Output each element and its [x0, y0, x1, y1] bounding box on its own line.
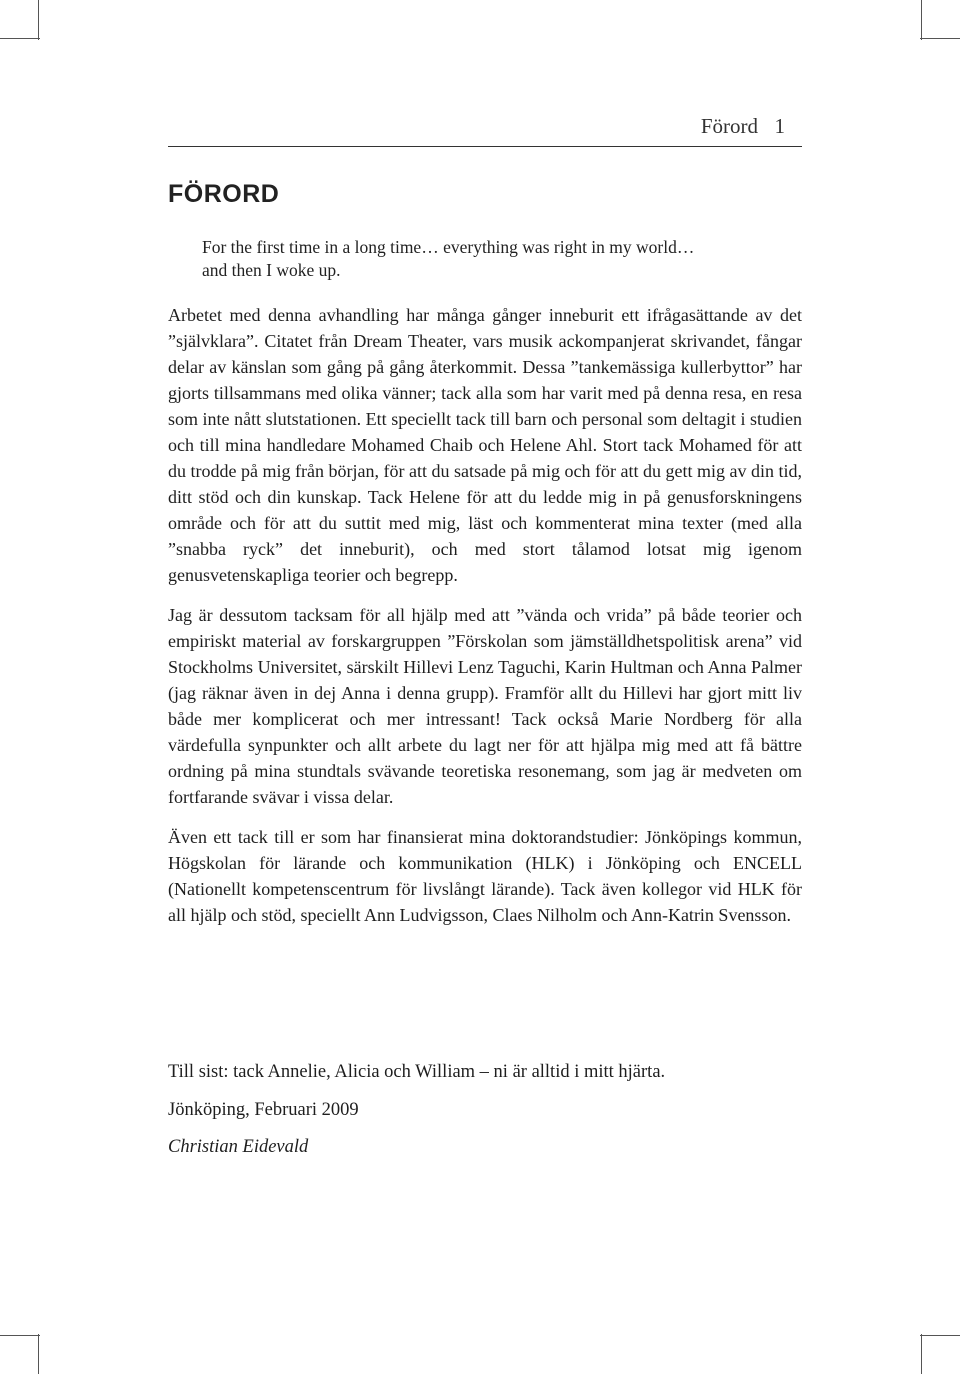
paragraph-2: Jag är dessutom tacksam för all hjälp med att ”vända och vrida” på både teorier och empiriskt material av forskargruppen ”Förskolan som jämställdhetspolitisk arena” vid Stockholms Universitet, särskilt Hillevi Lenz Taguchi, Karin Hultman och Anna Palmer (jag räknar även in dej Anna i denna grupp). Framför allt du Hillevi har gjort mitt liv både mer komplicerat och mer intressant! Tack också Marie Nordberg för alla värdefulla synpunkter och allt arbete du lagt ner för att hjälpa mig med att få bättre ordning på mina stundtals svävande teoretiska resonemang, som jag är medveten om fortfarande svävar i vissa delar.	[168, 605, 802, 807]
paragraph-1: Arbetet med denna avhandling har många gånger inneburit ett ifrågasättande av det ”självklara”. Citatet från Dream Theater, vars musik ackompanjerat skrivandet, fångar delar av känslan som gång på gång återkommit. Dessa ”tankemässiga kullerbyttor” har gjorts tillsammans med olika vänner; tack alla som har varit med på denna resa, en resa som inte nått slutstationen. Ett speciellt tack till barn och personal som deltagit i studien och till mina handledare Mohamed Chaib och Helene Ahl. Stort tack Mohamed för att du trodde på mig från början, för att du satsade på mig och för att du gett mig av din tid, ditt stöd och din kunskap. Tack Helene för att du ledde mig in på genusforskningens område och för att du suttit med mig, läst och kommenterat mina texter (med alla ”snabba ryck” det inneburit), och med stort tålamod lotsat mig igenom genusvetenskapliga teorier och begrepp.	[168, 305, 802, 585]
page-number: 1	[774, 114, 785, 138]
crop-mark-bottom-right	[921, 1334, 922, 1374]
crop-mark-top-left-h	[0, 38, 40, 39]
epigraph	[202, 236, 762, 282]
crop-mark-bottom-left	[38, 1334, 39, 1374]
closing-thanks: Till sist: tack Annelie, Alicia och William – ni är alltid i mitt hjärta.	[168, 1062, 666, 1082]
body-text	[168, 302, 802, 942]
crop-mark-bottom-right-h	[920, 1335, 960, 1336]
place-date: Jönköping, Februari 2009	[168, 1100, 359, 1120]
epigraph-line-1: For the first time in a long time… everything was right in my world…	[202, 237, 695, 257]
crop-mark-top-right-h	[920, 38, 960, 39]
paragraph-3: Även ett tack till er som har finansierat mina doktorandstudier: Jönköpings kommun, Högskolan för lärande och kommunikation (HLK) i Jönköping och ENCELL (Nationellt kompetenscentrum för livslångt lärande). Tack även kollegor vid HLK för all hjälp och stöd, speciellt Ann Ludvigsson, Claes Nilholm och Ann-Katrin Svensson.	[168, 827, 802, 925]
crop-mark-top-right	[921, 0, 922, 40]
epigraph-line-2: and then I woke up.	[202, 260, 341, 280]
running-head-title: Förord	[700, 114, 758, 138]
signature: Christian Eidevald	[168, 1137, 309, 1157]
chapter-title: FÖRORD	[168, 180, 280, 208]
running-head	[168, 110, 802, 147]
crop-mark-bottom-left-h	[0, 1335, 40, 1336]
crop-mark-top-left	[38, 0, 39, 40]
